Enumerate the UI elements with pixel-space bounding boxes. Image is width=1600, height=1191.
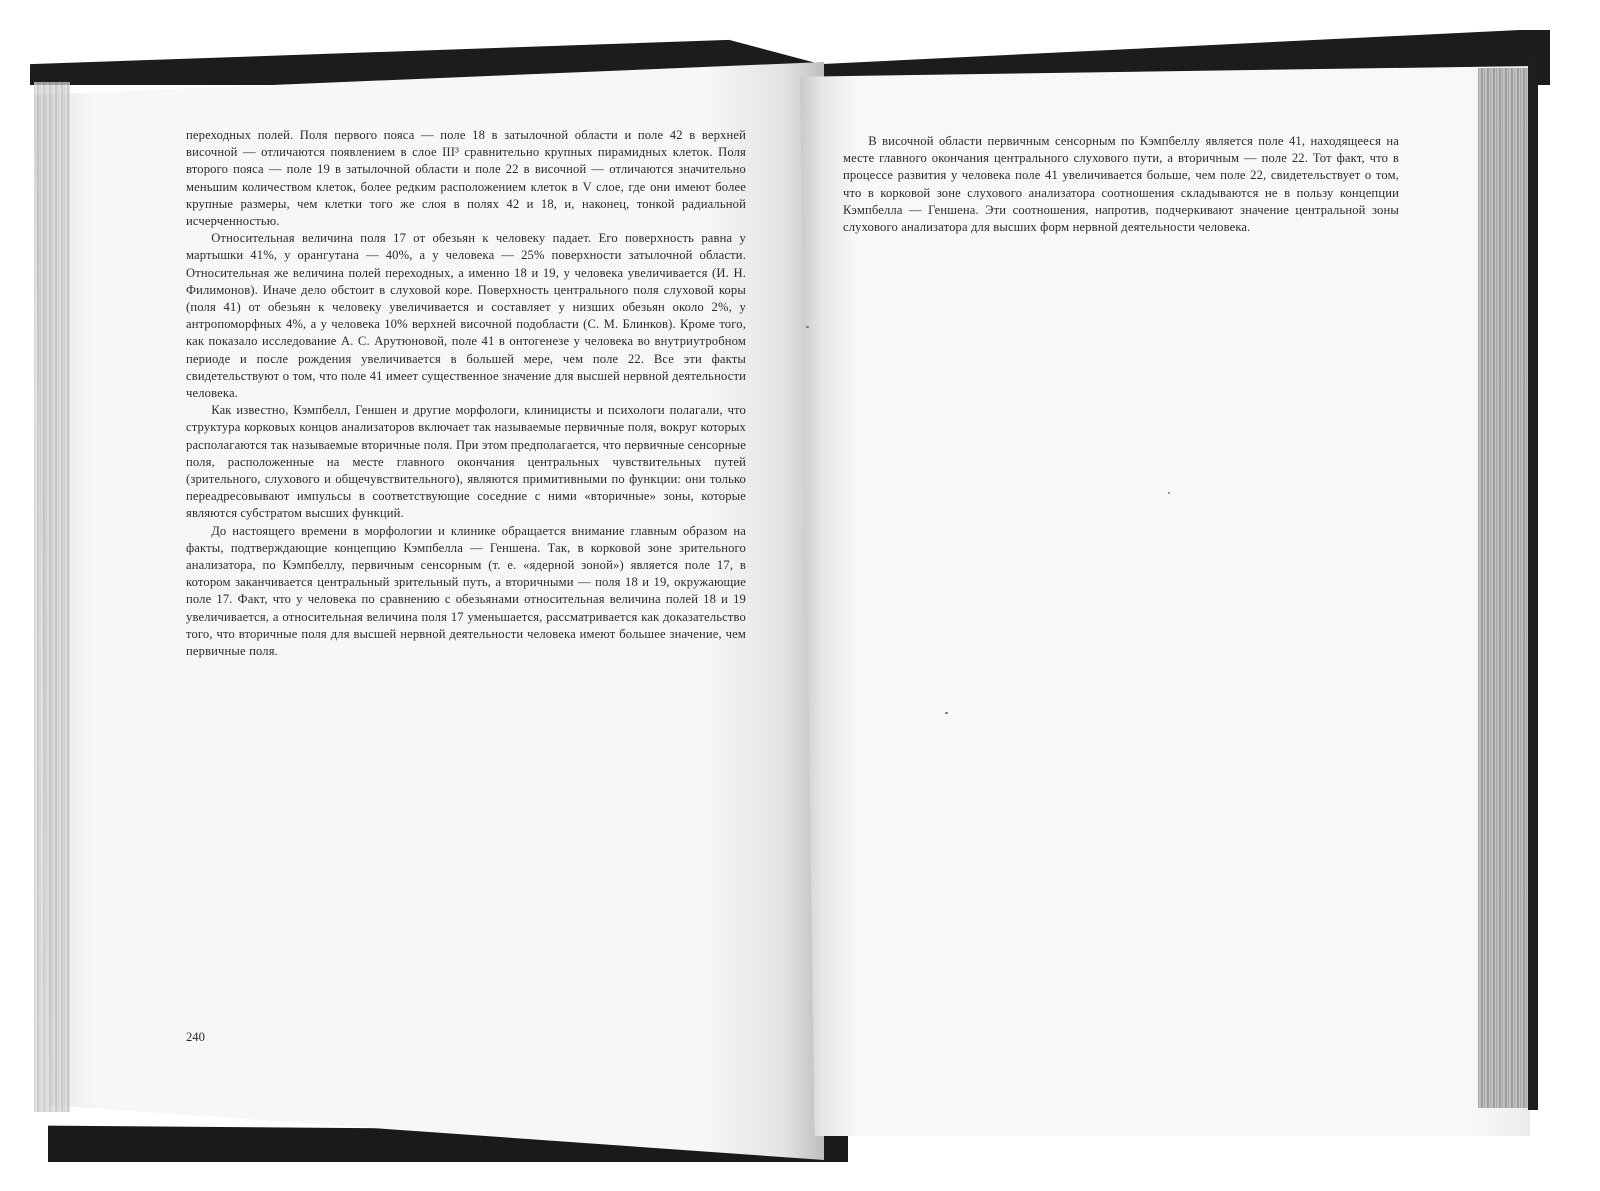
right-paragraph-1: В височной области первичным сенсорным по Кэмпбеллу является поле 41, находящееся на месте главного окончания центрального слухового пути, а вторичным — поле 22. Тот факт, что в процессе развития у человека поле 41 увеличивается больше, чем поле 22, свидетельствует о том, что в корковой зоне слухового анализатора соотношения складываются не в пользу концепции Кэмпбелла — Геншена. Эти соотношения, напротив, подчеркивают значение центральной зоны слухового анализатора для высших форм нервной деятельности человека. bbox=[843, 134, 1399, 235]
left-paragraph-3: Как известно, Кэмпбелл, Геншен и другие морфологи, клиницисты и психологи полагали, что структура корковых концов анализаторов включает так называемые первичные поля, вокруг которых располагаются так называемые вторичные поля. При этом предполагается, что первичные сенсорные поля, расположенные на месте главного окончания центральных чувствительных путей (зрительного, слухового и общечувствительного), являются примитивными по функции: они только переадресовывают импульсы в соответствующие соседние с ними «вторичные» зоны, которые являются субстратом высших функций. bbox=[186, 403, 746, 521]
scan-speck bbox=[806, 326, 809, 328]
left-page-text bbox=[186, 127, 746, 660]
left-paragraph-2: Относительная величина поля 17 от обезьян к человеку падает. Его поверхность равна у мартышки 41%, у орангутана — 40%, а у человека — 25% поверхности затылочной области. Относительная же величина полей переходных, а именно 18 и 19, у человека увеличивается (И. Н. Филимонов). Иначе дело обстоит в слуховой коре. Поверхность центрального поля слуховой коры (поля 41) от обезьян к человеку увеличивается и составляет у низших обезьян около 2%, у антропоморфных 4%, а у человека 10% верхней височной подобласти (С. М. Блинков). Кроме того, как показало исследование А. С. Арутюновой, поле 41 в онтогенезе у человека во внутриутробном периоде и после рождения увеличивается в большей мере, чем поле 22. Все эти факты свидетельствуют о том, что поле 41 имеет существенное значение для высшей нервной деятельности человека. bbox=[186, 231, 746, 401]
scan-speck bbox=[1168, 492, 1170, 494]
left-page-edges bbox=[34, 82, 70, 1112]
left-paragraph-4: До настоящего времени в морфологии и клинике обращается внимание главным образом на факты, подтверждающие концепцию Кэмпбелла — Геншена. Так, в корковой зоне зрительного анализатора, по Кэмпбеллу, первичным сенсорным (т. е. «ядерной зоной») является поле 17, в котором заканчивается центральный зрительный путь, а вторичными — поля 18 и 19, окружающие поле 17. Факт, что у человека по сравнению с обезьянами относительная величина полей 18 и 19 увеличивается, а относительная величина поля 17 уменьшается, рассматривается как доказательство того, что вторичные поля для высшей нервной деятельности человека имеют большее значение, чем первичные поля. bbox=[186, 523, 746, 659]
scan-speck bbox=[945, 712, 948, 714]
book-cover-right-edge bbox=[1528, 54, 1538, 1110]
right-page-text bbox=[843, 133, 1399, 236]
page-number: 240 bbox=[186, 1030, 205, 1044]
left-paragraph-1: переходных полей. Поля первого пояса — поле 18 в затылочной области и поле 42 в верхней височной — отличаются появлением в слое III³ сравнительно крупных пирамидных клеток. Поля второго пояса — поле 19 в затылочной области и поле 22 в височной — отличаются значительно меньшим количеством клеток, более редким расположением клеток в V слое, где они имеют более крупные размеры, чем клетки того же слоя в полях 42 и 18, и, наконец, тонкой радиальной исчерченностью. bbox=[186, 128, 746, 229]
